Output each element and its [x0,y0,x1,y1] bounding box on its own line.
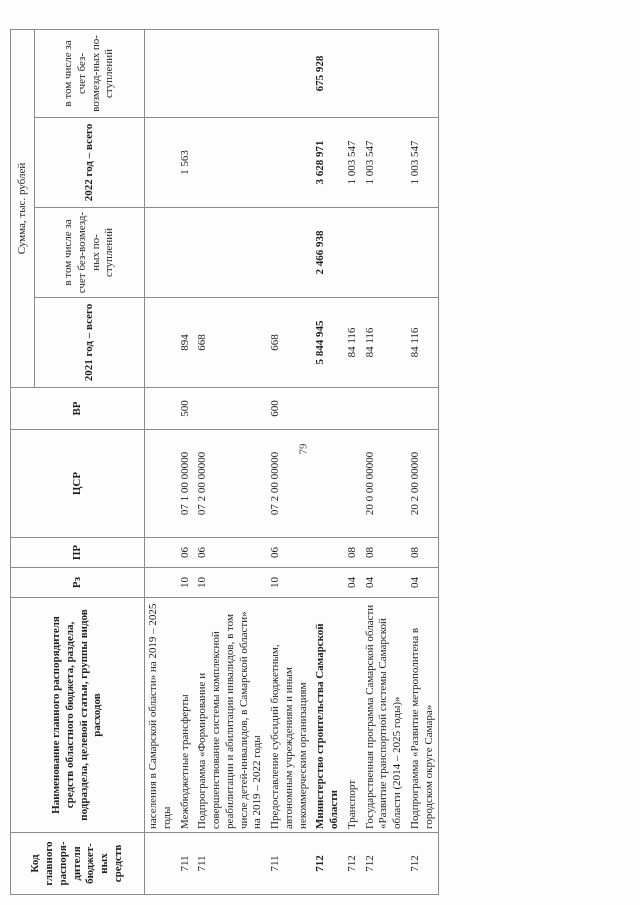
cell-2021-incl [177,208,195,298]
cell-name: Подпрограмма «Формирование и совершенствование системы комплексной реабилитации и абилитации инвалидов, в том числе детей-инвалидов, в Самарской области» на 2019 – 2022 годы [194,598,267,833]
cell-2022-incl [267,29,312,117]
cell-code: 711 [177,833,195,895]
cell-2022-total [194,118,267,208]
cell-rz: 04 [407,568,439,598]
header-2021-total: 2021 год – всего [35,298,145,388]
cell-2021-incl [362,208,407,298]
header-name: Наименование главного распорядителя средств областного бюджета, раздела, подраздела, целевой статьи, группы видов расходов [11,598,145,833]
cell-name: Подпрограмма «Развитие метрополитена в городском округе Самара» [407,598,439,833]
header-csr: ЦСР [11,430,145,538]
cell-2021-total: 668 [194,298,267,388]
cell-csr: 20 0 00 00000 [362,430,407,538]
cell-rz: 10 [267,568,312,598]
budget-table [10,29,439,895]
cell-2022-incl [194,29,267,117]
header-pr: ПР [11,538,145,568]
cell-name: Транспорт [344,598,362,833]
cell-code: 712 [362,833,407,895]
cell-code: 711 [267,833,312,895]
cell-2022-total [145,118,177,208]
cell-rz: 10 [177,568,195,598]
header-2022-incl: в том числе за счет без-возмезд-ных по-ступлений [35,29,145,117]
cell-vr [312,388,344,430]
cell-pr: 08 [344,538,362,568]
table-row [194,29,267,894]
cell-rz: 04 [362,568,407,598]
header-2022-total: 2022 год – всего [35,118,145,208]
table-row [145,29,177,894]
cell-name: Межбюджетные трансферты [177,598,195,833]
cell-pr: 06 [267,538,312,568]
cell-code: 711 [194,833,267,895]
cell-2022-total: 3 628 971 [312,118,344,208]
cell-csr [312,430,344,538]
cell-code: 712 [312,833,344,895]
cell-2021-incl [194,208,267,298]
cell-csr: 07 2 00 00000 [194,430,267,538]
cell-pr [145,538,177,568]
rotated-table-container [10,30,570,895]
table-row [177,29,195,894]
cell-2022-total: 1 003 547 [362,118,407,208]
cell-2022-incl [407,29,439,117]
cell-pr: 06 [194,538,267,568]
table-row [362,29,407,894]
header-2021-incl: в том числе за счет без-возмезд-ных по-ступлений [35,208,145,298]
cell-csr: 20 2 00 00000 [407,430,439,538]
cell-code [145,833,177,895]
cell-pr: 08 [362,538,407,568]
cell-csr: 07 2 00 00000 [267,430,312,538]
cell-pr [312,538,344,568]
table-row [407,29,439,894]
cell-2022-incl [145,29,177,117]
cell-2022-incl [344,29,362,117]
cell-2022-total: 1 003 547 [407,118,439,208]
cell-rz: 04 [344,568,362,598]
cell-name: населения в Самарской области» на 2019 – 2025 годы [145,598,177,833]
cell-2021-total: 668 [267,298,312,388]
cell-2021-total: 84 116 [362,298,407,388]
cell-name: Предоставление субсидий бюджетным, автономным учреждениям и иным некоммерческим организациям [267,598,312,833]
cell-2022-incl: 675 928 [312,29,344,117]
cell-vr [407,388,439,430]
cell-vr [145,388,177,430]
cell-2022-incl [362,29,407,117]
cell-2021-incl [344,208,362,298]
cell-csr [344,430,362,538]
header-sum: Сумма, тыс. рублей [11,29,35,387]
cell-2021-total [145,298,177,388]
cell-2022-total: 1 003 547 [344,118,362,208]
page-number: 79 [297,443,310,455]
cell-2021-incl [267,208,312,298]
cell-code: 712 [344,833,362,895]
table-row [344,29,362,894]
cell-2021-total: 894 [177,298,195,388]
cell-vr: 600 [267,388,312,430]
header-vr: ВР [11,388,145,430]
cell-name: Государственная программа Самарской области «Развитие транспортной системы Самарской области (2014 – 2025 годы)» [362,598,407,833]
cell-vr: 500 [177,388,195,430]
cell-2021-incl: 2 466 938 [312,208,344,298]
table-row [267,29,312,894]
cell-csr [145,430,177,538]
cell-name: Министерство строительства Самарской области [312,598,344,833]
cell-2021-total: 5 844 945 [312,298,344,388]
cell-rz: 10 [194,568,267,598]
cell-vr [194,388,267,430]
header-code: Код главного распоря-дителя бюджет-ных средств [11,833,145,895]
cell-2021-total: 84 116 [407,298,439,388]
cell-vr [344,388,362,430]
cell-2021-incl [145,208,177,298]
cell-2021-incl [407,208,439,298]
cell-csr: 07 1 00 00000 [177,430,195,538]
header-rz: Рз [11,568,145,598]
cell-rz [312,568,344,598]
cell-pr: 08 [407,538,439,568]
cell-pr: 06 [177,538,195,568]
cell-vr [362,388,407,430]
cell-2021-total: 84 116 [344,298,362,388]
cell-code: 712 [407,833,439,895]
cell-2022-total: 1 563 [177,118,195,208]
cell-rz [145,568,177,598]
cell-2022-incl [177,29,195,117]
table-row [312,29,344,894]
cell-2022-total [267,118,312,208]
